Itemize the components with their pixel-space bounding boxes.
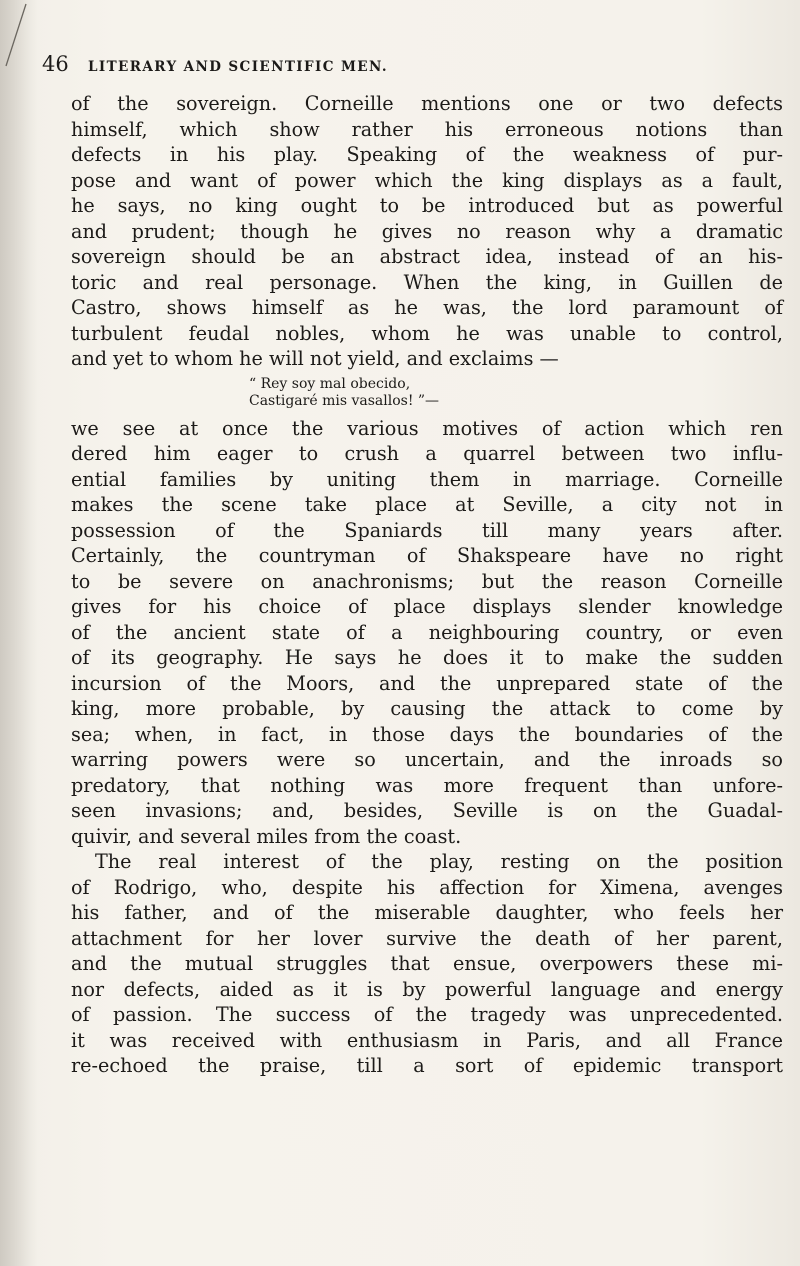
text-line: sovereign should be an abstract idea, instead of an his- bbox=[71, 245, 783, 268]
text-line: The real interest of the play, resting on the position bbox=[95, 850, 783, 873]
verse-quotation bbox=[249, 376, 787, 410]
paragraph-2 bbox=[71, 416, 787, 850]
page-number: 46 bbox=[42, 52, 69, 76]
text-line: incursion of the Moors, and the unprepared state of the bbox=[71, 671, 783, 695]
text-line: of its geography. He says he does it to make the sudden bbox=[71, 646, 783, 669]
text-line: seen invasions; and, besides, Seville is on the Guadal- bbox=[71, 799, 783, 822]
binding-shadow bbox=[0, 0, 38, 1266]
paragraph-1 bbox=[71, 91, 787, 372]
text-line: predatory, that nothing was more frequent than unfore- bbox=[71, 773, 783, 797]
text-line: Certainly, the countryman of Shakspeare have no right bbox=[71, 544, 783, 567]
text-line: of the ancient state of a neighbouring country, or even bbox=[71, 620, 783, 644]
text-line: gives for his choice of place displays slender knowledge bbox=[71, 595, 783, 618]
text-line: quivir, and several miles from the coast. bbox=[71, 824, 462, 848]
body-text bbox=[71, 91, 787, 1079]
text-line: toric and real personage. When the king, in Guillen de bbox=[71, 270, 783, 294]
text-line: dered him eager to crush a quarrel between two influ- bbox=[71, 442, 783, 465]
page-header bbox=[30, 52, 770, 80]
text-line: we see at once the various motives of action which ren bbox=[71, 416, 783, 440]
text-line: and the mutual struggles that ensue, overpowers these mi- bbox=[71, 952, 783, 975]
text-line: pose and want of power which the king displays as a fault, bbox=[71, 168, 783, 192]
pencil-mark bbox=[4, 0, 30, 70]
text-line: Castro, shows himself as he was, the lord paramount of bbox=[71, 296, 783, 319]
text-line: possession of the Spaniards till many years after. bbox=[71, 518, 783, 542]
text-line: re-echoed the praise, till a sort of epidemic transport bbox=[71, 1054, 783, 1077]
text-line: nor defects, aided as it is by powerful language and energy bbox=[71, 977, 783, 1001]
text-line: turbulent feudal nobles, whom he was unable to control, bbox=[71, 321, 783, 345]
text-line: his father, and of the miserable daughter, who feels her bbox=[71, 901, 783, 924]
text-line: king, more probable, by causing the attack to come by bbox=[71, 697, 783, 720]
verse-line: Castigaré mis vasallos! ”— bbox=[249, 392, 440, 409]
text-line: of the sovereign. Corneille mentions one or two defects bbox=[71, 92, 783, 115]
text-line: warring powers were so uncertain, and the inroads so bbox=[71, 748, 783, 771]
text-line: he says, no king ought to be introduced but as powerful bbox=[71, 194, 783, 217]
text-line: and yet to whom he will not yield, and exclaims — bbox=[71, 347, 559, 370]
paragraph-3 bbox=[71, 849, 787, 1079]
text-line: to be severe on anachronisms; but the reason Corneille bbox=[71, 569, 783, 593]
text-line: it was received with enthusiasm in Paris, and all France bbox=[71, 1028, 783, 1052]
text-line: of passion. The success of the tragedy was unprecedented. bbox=[71, 1003, 783, 1026]
text-line: of Rodrigo, who, despite his affection for Ximena, avenges bbox=[71, 875, 783, 899]
text-line: ential families by uniting them in marriage. Corneille bbox=[71, 467, 783, 491]
verse-line: “ Rey soy mal obecido, bbox=[249, 375, 411, 392]
text-line: himself, which show rather his erroneous notions than bbox=[71, 117, 783, 141]
text-line: defects in his play. Speaking of the weakness of pur- bbox=[71, 143, 783, 166]
running-head: LITERARY AND SCIENTIFIC MEN. bbox=[88, 59, 388, 75]
text-line: attachment for her lover survive the death of her parent, bbox=[71, 926, 783, 950]
text-line: sea; when, in fact, in those days the boundaries of the bbox=[71, 722, 783, 746]
text-line: makes the scene take place at Seville, a city not in bbox=[71, 493, 783, 516]
text-line: and prudent; though he gives no reason why a dramatic bbox=[71, 219, 783, 243]
